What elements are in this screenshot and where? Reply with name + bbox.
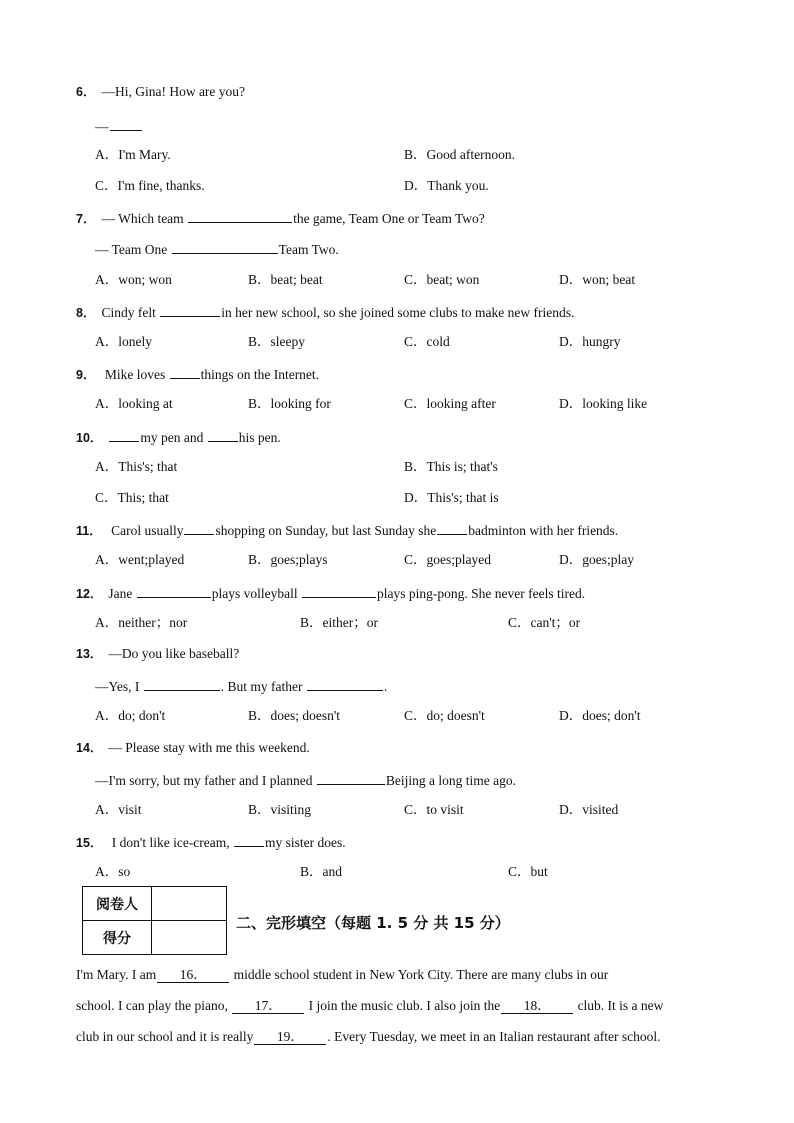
question-6-stem: 6． —Hi, Gina! How are you? <box>76 84 246 99</box>
question-11-option-b[interactable]: B．goes;plays <box>248 552 328 567</box>
question-14-option-d[interactable]: D．visited <box>559 802 619 817</box>
answer-blank[interactable] <box>234 832 264 847</box>
question-9-option-a[interactable]: A．looking at <box>95 396 173 411</box>
question-15-option-a[interactable]: A．so <box>95 864 131 879</box>
section-2-title: 二、完形填空（每题 1. 5 分 共 15 分） <box>236 914 510 932</box>
question-8-stem: 8． Cindy felt in her new school, so she joined some clubs to make new friends. <box>76 302 574 322</box>
question-9-option-b[interactable]: B．looking for <box>248 396 331 411</box>
reviewer-label: 阅卷人 <box>83 887 152 921</box>
question-8-option-c[interactable]: C．cold <box>404 334 450 349</box>
question-11-option-d[interactable]: D．goes;play <box>559 552 634 567</box>
question-7-option-b[interactable]: B．beat; beat <box>248 272 323 287</box>
question-6-answer-line: — <box>95 116 143 136</box>
question-13-option-b[interactable]: B．does; doesn't <box>248 708 341 723</box>
question-7-line-2: — Team One Team Two. <box>95 239 339 259</box>
question-10-option-a[interactable]: A．This's; that <box>95 459 178 474</box>
question-14-option-a[interactable]: A．visit <box>95 802 142 817</box>
question-15-stem: 15． I don't like ice-cream, my sister does. <box>76 832 346 852</box>
reviewer-cell[interactable] <box>152 887 227 921</box>
question-13-option-c[interactable]: C．do; doesn't <box>404 708 485 723</box>
answer-blank[interactable] <box>307 676 383 691</box>
answer-blank[interactable] <box>317 770 385 785</box>
question-14-option-c[interactable]: C．to visit <box>404 802 464 817</box>
question-10-option-c[interactable]: C．This; that <box>95 490 169 505</box>
answer-blank[interactable] <box>172 239 278 254</box>
question-14-option-b[interactable]: B．visiting <box>248 802 312 817</box>
question-7-option-c[interactable]: C．beat; won <box>404 272 480 287</box>
question-10-option-d[interactable]: D．This's; that is <box>404 490 499 505</box>
score-table <box>82 886 227 955</box>
question-11-stem: 11． Carol usually shopping on Sunday, but last Sunday she badminton with her friends. <box>76 520 618 540</box>
passage-line-1: I'm Mary. I am 16． middle school student in New York City. There are many clubs in our <box>76 967 609 982</box>
question-6-option-d[interactable]: D．Thank you. <box>404 178 489 193</box>
question-10-stem: 10． my pen and his pen. <box>76 427 281 447</box>
answer-blank[interactable] <box>160 302 220 317</box>
question-6-option-c[interactable]: C．I'm fine, thanks. <box>95 178 205 193</box>
question-7-stem: 7． — Which team the game, Team One or Team Two? <box>76 208 485 228</box>
question-12-option-a[interactable]: A．neither；nor <box>95 615 188 630</box>
answer-blank[interactable] <box>437 520 467 535</box>
answer-blank[interactable] <box>144 676 220 691</box>
question-15-option-c[interactable]: C．but <box>508 864 548 879</box>
passage-blank-17[interactable]: 17． <box>232 998 304 1014</box>
answer-blank[interactable] <box>110 116 142 131</box>
question-13-option-a[interactable]: A．do; don't <box>95 708 166 723</box>
answer-blank[interactable] <box>208 427 238 442</box>
question-8-option-a[interactable]: A．lonely <box>95 334 152 349</box>
question-6-option-b[interactable]: B．Good afternoon. <box>404 147 515 162</box>
score-label: 得分 <box>83 921 152 955</box>
passage-blank-18[interactable]: 18． <box>501 998 573 1014</box>
question-13-option-d[interactable]: D．does; don't <box>559 708 641 723</box>
answer-blank[interactable] <box>109 427 139 442</box>
question-8-option-d[interactable]: D．hungry <box>559 334 621 349</box>
question-12-stem: 12． Jane plays volleyball plays ping-pong. She never feels tired. <box>76 583 585 603</box>
answer-blank[interactable] <box>170 364 200 379</box>
question-12-option-b[interactable]: B．either；or <box>300 615 378 630</box>
question-11-option-a[interactable]: A．went;played <box>95 552 185 567</box>
question-11-option-c[interactable]: C．goes;played <box>404 552 491 567</box>
score-cell[interactable] <box>152 921 227 955</box>
answer-blank[interactable] <box>188 208 292 223</box>
question-6-option-a[interactable]: A．I'm Mary. <box>95 147 171 162</box>
question-7-option-d[interactable]: D．won; beat <box>559 272 636 287</box>
question-7-option-a[interactable]: A．won; won <box>95 272 172 287</box>
question-13-stem: 13． —Do you like baseball? <box>76 646 240 661</box>
question-8-option-b[interactable]: B．sleepy <box>248 334 305 349</box>
passage-blank-16[interactable]: 16． <box>157 967 229 983</box>
answer-blank[interactable] <box>184 520 214 535</box>
answer-blank[interactable] <box>302 583 376 598</box>
question-9-option-c[interactable]: C．looking after <box>404 396 496 411</box>
question-9-stem: 9． Mike loves things on the Internet. <box>76 364 319 384</box>
question-9-option-d[interactable]: D．looking like <box>559 396 648 411</box>
question-15-option-b[interactable]: B．and <box>300 864 342 879</box>
passage-line-2: school. I can play the piano, 17． I join the music club. I also join the 18． club. It is a new <box>76 998 664 1013</box>
question-14-stem: 14． — Please stay with me this weekend. <box>76 740 310 755</box>
answer-blank[interactable] <box>137 583 211 598</box>
question-10-option-b[interactable]: B．This is; that's <box>404 459 498 474</box>
question-13-line-2: —Yes, I . But my father . <box>95 676 387 696</box>
question-14-line-2: —I'm sorry, but my father and I planned Beijing a long time ago. <box>95 770 516 790</box>
question-12-option-c[interactable]: C．can't；or <box>508 615 581 630</box>
passage-line-3: club in our school and it is really 19． . Every Tuesday, we meet in an Italian restaurant after school. <box>76 1029 661 1044</box>
passage-blank-19[interactable]: 19． <box>254 1029 326 1045</box>
